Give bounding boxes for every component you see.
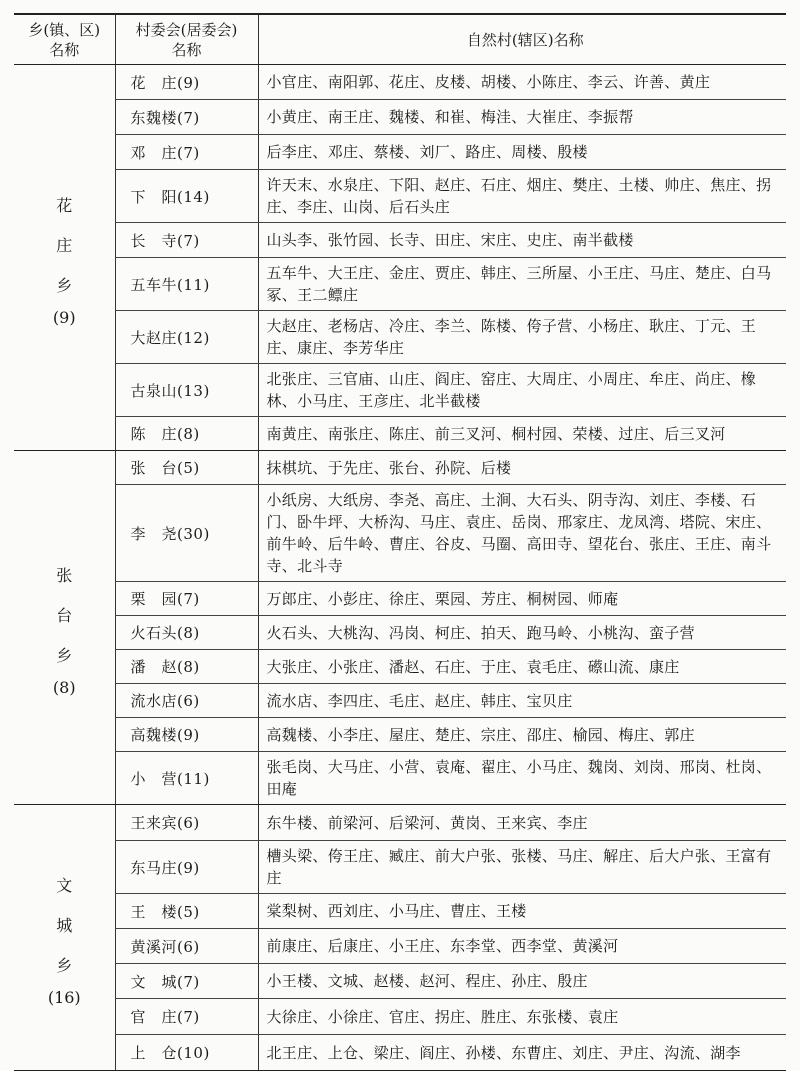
township-count: (8) — [52, 677, 76, 697]
village-committee: 陈 庄(8) — [115, 417, 258, 451]
village-committee: 流水店(6) — [115, 684, 258, 718]
village-committee: 栗 园(7) — [115, 582, 258, 616]
natural-villages: 抹棋坑、于先庄、张台、孙院、后楼 — [258, 451, 786, 485]
table-row — [14, 65, 786, 100]
table-row — [14, 582, 786, 616]
natural-villages: 北王庄、上仓、梁庄、阎庄、孙楼、东曹庄、刘庄、尹庄、沟流、湖李 — [258, 1035, 786, 1071]
natural-villages: 高魏楼、小李庄、屋庄、楚庄、宗庄、邵庄、榆园、梅庄、郭庄 — [258, 718, 786, 752]
table-row — [14, 1035, 786, 1071]
table-row — [14, 841, 786, 894]
table-row — [14, 718, 786, 752]
village-committee: 小 营(11) — [115, 752, 258, 805]
natural-villages: 北张庄、三官庙、山庄、阎庄、窑庄、大周庄、小周庄、牟庄、尚庄、橡林、小马庄、王彦庄、北半截楼 — [258, 364, 786, 417]
township-cell: 张 台 乡 (8) — [14, 451, 115, 805]
village-committee: 长 寺(7) — [115, 223, 258, 258]
table-row — [14, 684, 786, 718]
natural-villages: 小黄庄、南王庄、魏楼、和崔、梅洼、大崔庄、李振帮 — [258, 100, 786, 135]
village-committee: 邓 庄(7) — [115, 135, 258, 170]
township-name: 花 — [56, 195, 73, 215]
natural-villages: 南黄庄、南张庄、陈庄、前三叉河、桐村园、荣楼、过庄、后三叉河 — [258, 417, 786, 451]
natural-villages: 槽头梁、侉王庄、臧庄、前大户张、张楼、马庄、解庄、后大户张、王富有庄 — [258, 841, 786, 894]
table-row — [14, 417, 786, 451]
natural-villages: 棠梨树、西刘庄、小马庄、曹庄、王楼 — [258, 894, 786, 929]
village-committee: 东马庄(9) — [115, 841, 258, 894]
table-row — [14, 258, 786, 311]
table-row — [14, 752, 786, 805]
township-cell: 文 城 乡 (16) — [14, 805, 115, 1071]
table-row — [14, 135, 786, 170]
table-row — [14, 616, 786, 650]
header-village-committee: 村委会(居委会) 名称 — [115, 14, 258, 65]
village-committee: 张 台(5) — [115, 451, 258, 485]
village-committee: 高魏楼(9) — [115, 718, 258, 752]
village-committee: 下 阳(14) — [115, 170, 258, 223]
township-name: 文 — [56, 875, 73, 895]
natural-villages: 张毛岗、大马庄、小营、袁庵、翟庄、小马庄、魏岗、刘岗、邢岗、杜岗、田庵 — [258, 752, 786, 805]
table-row — [14, 894, 786, 929]
village-committee: 古泉山(13) — [115, 364, 258, 417]
township-count: (9) — [52, 307, 76, 327]
administrative-division-table — [14, 13, 786, 1071]
table-row — [14, 485, 786, 582]
table-row — [14, 364, 786, 417]
village-committee: 李 尧(30) — [115, 485, 258, 582]
village-committee: 火石头(8) — [115, 616, 258, 650]
natural-villages: 火石头、大桃沟、冯岗、柯庄、拍天、跑马岭、小桃沟、蛮子营 — [258, 616, 786, 650]
natural-villages: 东牛楼、前梁河、后梁河、黄岗、王来宾、李庄 — [258, 805, 786, 841]
village-committee: 上 仓(10) — [115, 1035, 258, 1071]
table-row — [14, 223, 786, 258]
table-row — [14, 170, 786, 223]
table-row — [14, 805, 786, 841]
township-name: 张 — [56, 565, 73, 585]
village-committee: 五车牛(11) — [115, 258, 258, 311]
natural-villages: 大徐庄、小徐庄、官庄、拐庄、胜庄、东张楼、袁庄 — [258, 999, 786, 1035]
table-row — [14, 999, 786, 1035]
table-row — [14, 311, 786, 364]
table-row — [14, 929, 786, 964]
header-natural-villages: 自然村(辖区)名称 — [258, 14, 786, 65]
natural-villages: 大张庄、小张庄、潘赵、石庄、于庄、袁毛庄、礤山流、康庄 — [258, 650, 786, 684]
village-committee: 王 楼(5) — [115, 894, 258, 929]
village-committee: 花 庄(9) — [115, 65, 258, 100]
natural-villages: 流水店、李四庄、毛庄、赵庄、韩庄、宝贝庄 — [258, 684, 786, 718]
table-row — [14, 650, 786, 684]
village-committee: 官 庄(7) — [115, 999, 258, 1035]
natural-villages: 山头李、张竹园、长寺、田庄、宋庄、史庄、南半截楼 — [258, 223, 786, 258]
natural-villages: 大赵庄、老杨店、冷庄、李兰、陈楼、侉子营、小杨庄、耿庄、丁元、王庄、康庄、李芳华庄 — [258, 311, 786, 364]
natural-villages: 后李庄、邓庄、蔡楼、刘厂、路庄、周楼、殷楼 — [258, 135, 786, 170]
village-committee: 潘 赵(8) — [115, 650, 258, 684]
table-row — [14, 964, 786, 999]
natural-villages: 万郎庄、小彭庄、徐庄、栗园、芳庄、桐树园、师庵 — [258, 582, 786, 616]
natural-villages: 小官庄、南阳郭、花庄、皮楼、胡楼、小陈庄、李云、许善、黄庄 — [258, 65, 786, 100]
natural-villages: 前康庄、后康庄、小王庄、东李堂、西李堂、黄溪河 — [258, 929, 786, 964]
village-committee: 王来宾(6) — [115, 805, 258, 841]
village-committee: 大赵庄(12) — [115, 311, 258, 364]
township-cell: 花 庄 乡 (9) — [14, 65, 115, 451]
table-row — [14, 451, 786, 485]
village-committee: 黄溪河(6) — [115, 929, 258, 964]
township-count: (16) — [47, 987, 81, 1007]
table-header — [14, 14, 786, 65]
table-body — [14, 65, 786, 1071]
natural-villages: 许天末、水泉庄、下阳、赵庄、石庄、烟庄、樊庄、土楼、帅庄、焦庄、拐庄、李庄、山岗、后石头庄 — [258, 170, 786, 223]
village-committee: 东魏楼(7) — [115, 100, 258, 135]
village-committee: 文 城(7) — [115, 964, 258, 999]
natural-villages: 五车牛、大王庄、金庄、贾庄、韩庄、三所屋、小王庄、马庄、楚庄、白马冢、王二鳔庄 — [258, 258, 786, 311]
table-row — [14, 100, 786, 135]
header-township: 乡(镇、区) 名称 — [14, 14, 115, 65]
natural-villages: 小王楼、文城、赵楼、赵河、程庄、孙庄、殷庄 — [258, 964, 786, 999]
natural-villages: 小纸房、大纸房、李尧、高庄、土涧、大石头、阴寺沟、刘庄、李楼、石门、卧牛坪、大桥沟、马庄、袁庄、岳岗、邢家庄、龙凤湾、塔院、宋庄、前牛岭、后牛岭、曹庄、谷皮、马圈、高田寺、望花台、张庄、王庄、南斗寺、北斗寺 — [258, 485, 786, 582]
